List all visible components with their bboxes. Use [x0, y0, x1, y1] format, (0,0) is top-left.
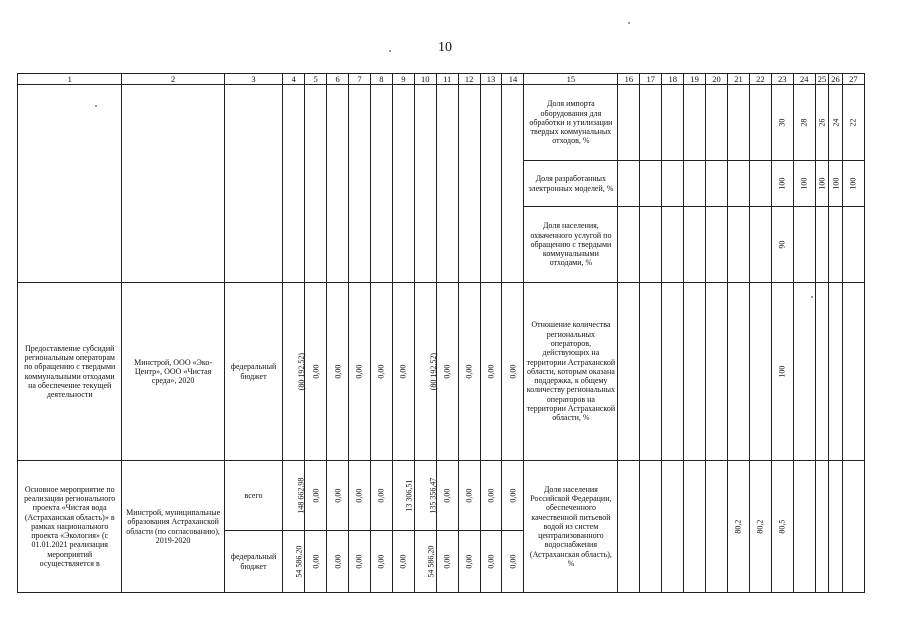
amount: 0,00 [354, 554, 364, 569]
target-value: 90 [777, 240, 787, 249]
target-value: 100 [777, 177, 787, 190]
value-cell [283, 283, 305, 461]
target-cell [842, 461, 864, 593]
indicator-name: Доля населения Российской Федерации, обеспеченного качественной питьевой водой из систем централизованного водоснабжения (Астраханская область), % [524, 461, 618, 593]
target-cell [815, 207, 829, 283]
column-number: 4 [283, 74, 305, 85]
target-cell [662, 283, 684, 461]
measure-name-cell [18, 85, 122, 283]
column-number: 19 [684, 74, 706, 85]
value-cell [480, 531, 502, 593]
target-cell [706, 283, 728, 461]
amount: (80 192,52) [297, 352, 307, 391]
target-cell [684, 161, 706, 207]
page-number: 10 [438, 40, 452, 55]
amount: 0,00 [354, 364, 364, 379]
target-cell [662, 461, 684, 593]
column-number: 16 [618, 74, 640, 85]
amount: 0,00 [376, 488, 386, 503]
value-cell [349, 283, 371, 461]
program-table [17, 73, 865, 593]
executor: Минстрой, ООО «Эко-Центр», ООО «Чистая среда», 2020 [122, 283, 224, 461]
indicator-name: Доля населения, охваченного услугой по обращению с твердыми коммунальными отходами, % [524, 207, 618, 283]
value-cell [392, 461, 414, 531]
target-cell [684, 85, 706, 161]
value-cell [502, 283, 524, 461]
amount: 0,00 [508, 554, 518, 569]
amount: 0,00 [442, 554, 452, 569]
table-row [18, 85, 865, 161]
value-cell [480, 461, 502, 531]
amount: 0,00 [376, 554, 386, 569]
column-number: 27 [842, 74, 864, 85]
target-cell [728, 283, 750, 461]
target-cell [728, 85, 750, 161]
amount: 0,00 [332, 488, 342, 503]
column-number: 20 [706, 74, 728, 85]
target-value: 28 [799, 118, 809, 127]
value-cell [305, 283, 327, 461]
target-value: 100 [799, 177, 809, 190]
value-cell [414, 531, 436, 593]
amount: 0,00 [464, 554, 474, 569]
target-cell [618, 283, 640, 461]
value-cell [349, 531, 371, 593]
column-number: 21 [728, 74, 750, 85]
target-cell [618, 85, 640, 161]
value-cell [436, 531, 458, 593]
amount: 54 586,20 [426, 545, 436, 578]
column-number: 13 [480, 74, 502, 85]
amount: 0,00 [486, 364, 496, 379]
amount: (80 192,52) [428, 352, 438, 391]
amount: 0,00 [398, 554, 408, 569]
target-cell [618, 161, 640, 207]
value-cell [305, 461, 327, 531]
column-number: 12 [458, 74, 480, 85]
indicator-name: Доля разработанных электронных моделей, % [524, 161, 618, 207]
target-value: 22 [848, 118, 858, 127]
value-cell [370, 531, 392, 593]
target-cell [842, 283, 864, 461]
target-cell [684, 207, 706, 283]
column-number: 8 [370, 74, 392, 85]
value-cell [370, 85, 392, 283]
target-cell [706, 85, 728, 161]
target-value: 80,2 [733, 519, 743, 534]
amount: 0,00 [442, 364, 452, 379]
target-cell [728, 207, 750, 283]
target-cell [706, 461, 728, 593]
target-value: 24 [830, 118, 840, 127]
column-number: 3 [224, 74, 282, 85]
target-cell [749, 283, 771, 461]
target-value: 100 [830, 177, 840, 190]
amount: 0,00 [310, 364, 320, 379]
value-cell [480, 283, 502, 461]
target-cell [684, 283, 706, 461]
target-cell [618, 207, 640, 283]
target-cell [706, 207, 728, 283]
value-cell [436, 283, 458, 461]
target-cell [749, 161, 771, 207]
target-cell [662, 207, 684, 283]
value-cell [327, 283, 349, 461]
amount: 0,00 [442, 488, 452, 503]
amount: 0,00 [508, 364, 518, 379]
value-cell [436, 85, 458, 283]
target-cell [829, 161, 843, 207]
column-number: 24 [793, 74, 815, 85]
value-cell [283, 461, 305, 531]
value-cell [480, 85, 502, 283]
amount: 54 586,20 [294, 545, 304, 578]
funding-source: федеральный бюджет [224, 283, 282, 461]
indicator-name: Отношение количества региональных операторов, действующих на территории Астраханской области, которым оказана поддержка, к общему количеству региональных операторов на территории Астраханской области, % [524, 283, 618, 461]
value-cell [502, 85, 524, 283]
target-cell [793, 161, 815, 207]
target-cell [640, 461, 662, 593]
amount: 0,00 [508, 488, 518, 503]
value-cell [458, 283, 480, 461]
target-cell [662, 85, 684, 161]
column-number: 14 [502, 74, 524, 85]
target-cell [771, 207, 793, 283]
target-cell [684, 461, 706, 593]
target-cell [728, 461, 750, 593]
amount: 0,00 [332, 364, 342, 379]
amount: 0,00 [398, 364, 408, 379]
value-cell [327, 531, 349, 593]
table-row [18, 283, 865, 461]
target-cell [829, 207, 843, 283]
target-cell [640, 161, 662, 207]
amount: 0,00 [332, 554, 342, 569]
scan-speck [389, 50, 391, 52]
column-number: 7 [349, 74, 371, 85]
value-cell [370, 461, 392, 531]
column-number: 9 [392, 74, 414, 85]
target-cell [793, 283, 815, 461]
column-number: 1 [18, 74, 122, 85]
value-cell [392, 531, 414, 593]
amount: 0,00 [310, 488, 320, 503]
target-cell [771, 85, 793, 161]
column-number: 5 [305, 74, 327, 85]
column-number: 25 [815, 74, 829, 85]
target-cell [728, 161, 750, 207]
amount: 13 306,51 [404, 479, 414, 512]
value-cell [436, 461, 458, 531]
amount: 0,00 [464, 364, 474, 379]
column-number-row [18, 74, 865, 85]
amount: 0,00 [354, 488, 364, 503]
table-row [18, 461, 865, 531]
column-number: 17 [640, 74, 662, 85]
executor-cell [122, 85, 224, 283]
target-cell [640, 85, 662, 161]
value-cell [458, 531, 480, 593]
target-cell [618, 461, 640, 593]
target-cell [815, 85, 829, 161]
amount: 148 662,98 [296, 477, 306, 514]
value-cell [283, 531, 305, 593]
column-number: 11 [436, 74, 458, 85]
target-cell [640, 207, 662, 283]
value-cell [283, 85, 305, 283]
column-number: 18 [662, 74, 684, 85]
target-value: 30 [777, 118, 787, 127]
executor: Минстрой, муниципальные образования Астраханской области (по согласованию), 2019-2020 [122, 461, 224, 593]
column-number: 6 [327, 74, 349, 85]
target-cell [749, 461, 771, 593]
value-cell [414, 461, 436, 531]
measure-name: Предоставление субсидий региональным операторам по обращению с твердыми коммунальными отходами на обеспечение текущей деятельности [18, 283, 122, 461]
target-value: 26 [817, 118, 827, 127]
target-cell [842, 85, 864, 161]
value-cell [349, 85, 371, 283]
value-cell [502, 531, 524, 593]
target-cell [793, 461, 815, 593]
target-value: 80,2 [755, 519, 765, 534]
value-cell [349, 461, 371, 531]
target-cell [829, 461, 843, 593]
target-cell [662, 161, 684, 207]
amount: 0,00 [376, 364, 386, 379]
target-cell [749, 85, 771, 161]
column-number: 2 [122, 74, 224, 85]
value-cell [414, 85, 436, 283]
funding-source-cell [224, 85, 282, 283]
target-cell [771, 461, 793, 593]
target-cell [793, 85, 815, 161]
target-cell [842, 207, 864, 283]
amount: 135 356,47 [428, 477, 438, 514]
value-cell [414, 283, 436, 461]
funding-source: федеральный бюджет [224, 531, 282, 593]
funding-source: всего [224, 461, 282, 531]
target-value: 100 [848, 177, 858, 190]
target-cell [749, 207, 771, 283]
target-value: 100 [777, 365, 787, 378]
scan-speck [628, 22, 630, 24]
column-number: 22 [749, 74, 771, 85]
target-cell [771, 161, 793, 207]
target-cell [771, 283, 793, 461]
value-cell [305, 531, 327, 593]
target-value: 100 [817, 177, 827, 190]
column-number: 15 [524, 74, 618, 85]
value-cell [392, 283, 414, 461]
value-cell [370, 283, 392, 461]
indicator-name: Доля импорта оборудования для обработки и утилизации твердых коммунальных отходов, % [524, 85, 618, 161]
amount: 0,00 [486, 554, 496, 569]
measure-name: Основное мероприятие по реализации регионального проекта «Чистая вода (Астраханская область)» в рамках национального проекта «Экология» (с 01.01.2021 реализация мероприятий осуществляется в [18, 461, 122, 593]
target-cell [829, 283, 843, 461]
target-cell [793, 207, 815, 283]
column-number: 10 [414, 74, 436, 85]
target-cell [829, 85, 843, 161]
value-cell [502, 461, 524, 531]
column-number: 26 [829, 74, 843, 85]
column-number: 23 [771, 74, 793, 85]
value-cell [392, 85, 414, 283]
value-cell [305, 85, 327, 283]
target-cell [815, 283, 829, 461]
value-cell [458, 85, 480, 283]
target-cell [842, 161, 864, 207]
target-value: 80,5 [777, 519, 787, 534]
value-cell [327, 461, 349, 531]
amount: 0,00 [486, 488, 496, 503]
target-cell [640, 283, 662, 461]
target-cell [815, 461, 829, 593]
target-cell [815, 161, 829, 207]
amount: 0,00 [310, 554, 320, 569]
amount: 0,00 [464, 488, 474, 503]
value-cell [327, 85, 349, 283]
value-cell [458, 461, 480, 531]
target-cell [706, 161, 728, 207]
